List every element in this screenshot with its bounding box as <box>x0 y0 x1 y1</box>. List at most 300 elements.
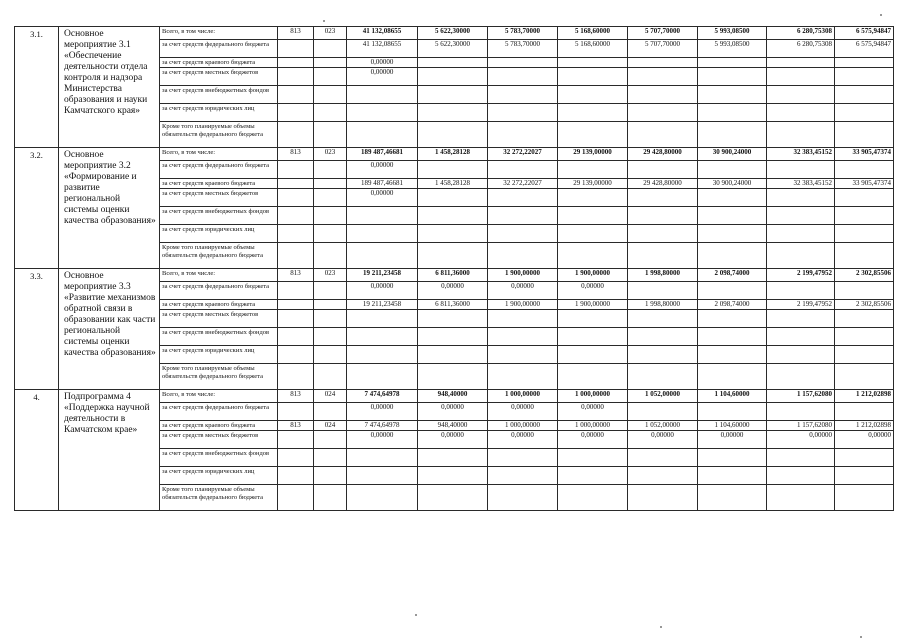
amount-cell: 189 487,46681 <box>347 148 418 161</box>
amount-cell: 1 104,60000 <box>698 390 767 403</box>
amount-cell: 1 458,28128 <box>418 148 488 161</box>
amount-cell <box>767 467 835 485</box>
amount-cell <box>767 243 835 269</box>
amount-cell: 7 474,64978 <box>347 390 418 403</box>
amount-cell <box>698 161 767 179</box>
amount-cell <box>767 364 835 390</box>
amount-cell <box>835 282 894 300</box>
amount-cell: 2 199,47952 <box>767 300 835 310</box>
amount-cell <box>835 467 894 485</box>
section-number: 4. <box>15 390 59 511</box>
amount-cell <box>767 403 835 421</box>
amount-cell <box>558 364 628 390</box>
amount-cell: 0,00000 <box>835 431 894 449</box>
amount-cell <box>347 243 418 269</box>
amount-cell <box>347 225 418 243</box>
amount-cell: 30 900,24000 <box>698 148 767 161</box>
amount-cell <box>418 207 488 225</box>
amount-cell <box>698 58 767 68</box>
amount-cell <box>418 364 488 390</box>
amount-cell <box>628 243 698 269</box>
grbs-code <box>278 104 314 122</box>
amount-cell: 948,40000 <box>418 421 488 431</box>
program-code <box>314 40 347 58</box>
amount-cell: 1 157,62080 <box>767 390 835 403</box>
amount-cell: 6 811,36000 <box>418 300 488 310</box>
program-code <box>314 364 347 390</box>
amount-cell: 1 104,60000 <box>698 421 767 431</box>
amount-cell <box>347 310 418 328</box>
program-code <box>314 68 347 86</box>
amount-cell <box>347 467 418 485</box>
program-code: 023 <box>314 269 347 282</box>
grbs-code <box>278 300 314 310</box>
amount-cell <box>628 161 698 179</box>
amount-cell <box>698 189 767 207</box>
amount-cell <box>835 449 894 467</box>
program-code <box>314 346 347 364</box>
amount-cell <box>628 207 698 225</box>
grbs-code <box>278 310 314 328</box>
grbs-code <box>278 449 314 467</box>
funding-source-label: за счет средств федерального бюджета <box>160 161 278 179</box>
amount-cell <box>558 104 628 122</box>
amount-cell <box>628 189 698 207</box>
amount-cell <box>767 485 835 511</box>
amount-cell: 5 707,70000 <box>628 40 698 58</box>
amount-cell: 1 000,00000 <box>488 421 558 431</box>
amount-cell <box>488 346 558 364</box>
funding-source-label: Всего, в том числе: <box>160 390 278 403</box>
funding-source-label: Всего, в том числе: <box>160 27 278 40</box>
funding-source-label: за счет средств внебюджетных фондов <box>160 328 278 346</box>
program-code <box>314 225 347 243</box>
amount-cell <box>418 328 488 346</box>
amount-cell: 5 783,70000 <box>488 27 558 40</box>
amount-cell: 1 998,80000 <box>628 300 698 310</box>
amount-cell <box>558 310 628 328</box>
amount-cell: 19 211,23458 <box>347 269 418 282</box>
amount-cell: 5 993,08500 <box>698 40 767 58</box>
amount-cell <box>488 104 558 122</box>
amount-cell <box>418 86 488 104</box>
amount-cell: 33 905,47374 <box>835 148 894 161</box>
amount-cell: 5 622,30000 <box>418 27 488 40</box>
amount-cell: 6 280,75308 <box>767 40 835 58</box>
amount-cell: 0,00000 <box>347 189 418 207</box>
amount-cell <box>347 207 418 225</box>
amount-cell <box>418 122 488 148</box>
program-code <box>314 310 347 328</box>
grbs-code: 813 <box>278 269 314 282</box>
amount-cell <box>347 86 418 104</box>
amount-cell: 6 575,94847 <box>835 40 894 58</box>
program-code: 024 <box>314 421 347 431</box>
amount-cell <box>347 485 418 511</box>
amount-cell <box>558 58 628 68</box>
program-code <box>314 485 347 511</box>
grbs-code <box>278 346 314 364</box>
amount-cell: 0,00000 <box>418 431 488 449</box>
amount-cell <box>698 104 767 122</box>
grbs-code <box>278 243 314 269</box>
amount-cell <box>835 104 894 122</box>
amount-cell <box>835 68 894 86</box>
amount-cell <box>628 346 698 364</box>
amount-cell: 6 280,75308 <box>767 27 835 40</box>
grbs-code <box>278 282 314 300</box>
amount-cell: 0,00000 <box>347 161 418 179</box>
amount-cell <box>558 122 628 148</box>
program-code <box>314 58 347 68</box>
amount-cell <box>628 449 698 467</box>
program-code <box>314 449 347 467</box>
amount-cell: 5 993,08500 <box>698 27 767 40</box>
amount-cell: 2 098,74000 <box>698 269 767 282</box>
amount-cell <box>698 86 767 104</box>
amount-cell <box>767 58 835 68</box>
amount-cell: 1 052,00000 <box>628 421 698 431</box>
amount-cell <box>698 328 767 346</box>
amount-cell <box>835 403 894 421</box>
amount-cell: 2 098,74000 <box>698 300 767 310</box>
amount-cell <box>558 68 628 86</box>
amount-cell <box>835 122 894 148</box>
amount-cell: 1 900,00000 <box>558 269 628 282</box>
grbs-code <box>278 364 314 390</box>
amount-cell: 32 383,45152 <box>767 179 835 189</box>
funding-source-label: Кроме того планируемые объемы обязательств федерального бюджета <box>160 364 278 390</box>
amount-cell: 29 139,00000 <box>558 148 628 161</box>
amount-cell <box>698 68 767 86</box>
program-code <box>314 86 347 104</box>
amount-cell <box>767 346 835 364</box>
funding-source-label: за счет средств федерального бюджета <box>160 282 278 300</box>
amount-cell: 1 212,02898 <box>835 421 894 431</box>
amount-cell <box>835 346 894 364</box>
amount-cell <box>767 122 835 148</box>
amount-cell: 0,00000 <box>418 403 488 421</box>
amount-cell: 2 302,85506 <box>835 269 894 282</box>
program-code <box>314 207 347 225</box>
amount-cell <box>835 485 894 511</box>
funding-source-label: за счет средств юридических лиц <box>160 104 278 122</box>
amount-cell: 0,00000 <box>347 58 418 68</box>
section-title: Основное мероприятие 3.2 «Формирование и развитие региональной системы оценки качества образования» <box>59 148 160 269</box>
amount-cell: 19 211,23458 <box>347 300 418 310</box>
amount-cell <box>835 207 894 225</box>
amount-cell: 1 000,00000 <box>558 421 628 431</box>
funding-source-label: за счет средств внебюджетных фондов <box>160 449 278 467</box>
amount-cell: 1 212,02898 <box>835 390 894 403</box>
amount-cell <box>698 467 767 485</box>
amount-cell <box>628 328 698 346</box>
amount-cell <box>628 403 698 421</box>
amount-cell <box>418 449 488 467</box>
amount-cell: 0,00000 <box>488 403 558 421</box>
program-code: 023 <box>314 27 347 40</box>
amount-cell: 0,00000 <box>347 403 418 421</box>
scan-speck <box>860 636 862 638</box>
amount-cell <box>628 104 698 122</box>
amount-cell: 1 157,62080 <box>767 421 835 431</box>
amount-cell <box>488 86 558 104</box>
program-code: 023 <box>314 148 347 161</box>
amount-cell <box>767 68 835 86</box>
amount-cell: 2 302,85506 <box>835 300 894 310</box>
grbs-code <box>278 207 314 225</box>
funding-source-label: за счет средств краевого бюджета <box>160 58 278 68</box>
amount-cell: 1 900,00000 <box>488 300 558 310</box>
program-code <box>314 179 347 189</box>
amount-cell: 0,00000 <box>418 282 488 300</box>
amount-cell <box>628 68 698 86</box>
amount-cell: 5 707,70000 <box>628 27 698 40</box>
amount-cell <box>698 449 767 467</box>
amount-cell: 1 052,00000 <box>628 390 698 403</box>
table-row <box>15 148 894 161</box>
grbs-code <box>278 179 314 189</box>
grbs-code: 813 <box>278 27 314 40</box>
amount-cell <box>698 403 767 421</box>
program-code: 024 <box>314 390 347 403</box>
funding-source-label: за счет средств местных бюджетов <box>160 310 278 328</box>
program-code <box>314 243 347 269</box>
amount-cell: 1 458,28128 <box>418 179 488 189</box>
program-code <box>314 122 347 148</box>
funding-source-label: за счет средств юридических лиц <box>160 467 278 485</box>
amount-cell <box>698 122 767 148</box>
amount-cell <box>767 328 835 346</box>
amount-cell <box>628 485 698 511</box>
amount-cell <box>488 68 558 86</box>
amount-cell <box>835 364 894 390</box>
amount-cell: 0,00000 <box>767 431 835 449</box>
amount-cell <box>558 207 628 225</box>
scan-speck <box>660 626 662 628</box>
program-code <box>314 300 347 310</box>
amount-cell: 0,00000 <box>347 431 418 449</box>
amount-cell <box>835 225 894 243</box>
amount-cell <box>558 449 628 467</box>
grbs-code: 813 <box>278 390 314 403</box>
funding-source-label: за счет средств внебюджетных фондов <box>160 86 278 104</box>
amount-cell <box>418 58 488 68</box>
amount-cell <box>698 310 767 328</box>
amount-cell <box>488 328 558 346</box>
program-code <box>314 104 347 122</box>
amount-cell <box>347 346 418 364</box>
scan-speck <box>415 614 417 616</box>
grbs-code <box>278 58 314 68</box>
amount-cell <box>347 122 418 148</box>
amount-cell: 41 132,08655 <box>347 27 418 40</box>
program-code <box>314 328 347 346</box>
amount-cell: 5 168,60000 <box>558 27 628 40</box>
amount-cell <box>767 282 835 300</box>
amount-cell: 0,00000 <box>347 282 418 300</box>
grbs-code <box>278 189 314 207</box>
amount-cell <box>628 86 698 104</box>
amount-cell <box>558 189 628 207</box>
amount-cell <box>418 68 488 86</box>
funding-source-label: за счет средств юридических лиц <box>160 225 278 243</box>
amount-cell <box>558 86 628 104</box>
program-code <box>314 189 347 207</box>
amount-cell <box>698 243 767 269</box>
funding-source-label: Кроме того планируемые объемы обязательств федерального бюджета <box>160 243 278 269</box>
amount-cell: 0,00000 <box>558 431 628 449</box>
section-title: Подпрограмма 4 «Поддержка научной деятельности в Камчатском крае» <box>59 390 160 511</box>
amount-cell: 5 168,60000 <box>558 40 628 58</box>
amount-cell <box>347 328 418 346</box>
amount-cell <box>698 207 767 225</box>
amount-cell <box>628 58 698 68</box>
funding-source-label: за счет средств федерального бюджета <box>160 40 278 58</box>
scan-speck <box>323 20 325 22</box>
amount-cell: 0,00000 <box>488 431 558 449</box>
amount-cell <box>418 467 488 485</box>
table-row <box>15 27 894 40</box>
amount-cell <box>558 467 628 485</box>
grbs-code <box>278 122 314 148</box>
program-code <box>314 282 347 300</box>
amount-cell <box>698 364 767 390</box>
amount-cell: 29 428,80000 <box>628 179 698 189</box>
amount-cell <box>558 161 628 179</box>
amount-cell <box>835 189 894 207</box>
amount-cell: 0,00000 <box>558 282 628 300</box>
amount-cell: 0,00000 <box>628 431 698 449</box>
grbs-code <box>278 485 314 511</box>
amount-cell <box>418 225 488 243</box>
section-number: 3.1. <box>15 27 59 148</box>
amount-cell: 32 383,45152 <box>767 148 835 161</box>
amount-cell: 1 900,00000 <box>558 300 628 310</box>
amount-cell <box>418 310 488 328</box>
grbs-code <box>278 68 314 86</box>
grbs-code: 813 <box>278 421 314 431</box>
amount-cell: 30 900,24000 <box>698 179 767 189</box>
amount-cell <box>488 161 558 179</box>
section-number: 3.2. <box>15 148 59 269</box>
amount-cell <box>628 467 698 485</box>
amount-cell <box>418 104 488 122</box>
amount-cell <box>488 467 558 485</box>
amount-cell <box>558 485 628 511</box>
grbs-code <box>278 328 314 346</box>
amount-cell: 1 000,00000 <box>558 390 628 403</box>
grbs-code <box>278 431 314 449</box>
amount-cell <box>835 86 894 104</box>
grbs-code: 813 <box>278 148 314 161</box>
amount-cell: 0,00000 <box>698 431 767 449</box>
grbs-code <box>278 40 314 58</box>
scan-speck <box>880 14 882 16</box>
amount-cell <box>628 225 698 243</box>
amount-cell: 1 000,00000 <box>488 390 558 403</box>
amount-cell: 33 905,47374 <box>835 179 894 189</box>
amount-cell <box>835 243 894 269</box>
amount-cell <box>767 207 835 225</box>
funding-source-label: Кроме того планируемые объемы обязательств федерального бюджета <box>160 122 278 148</box>
funding-source-label: за счет средств местных бюджетов <box>160 68 278 86</box>
amount-cell: 32 272,22027 <box>488 148 558 161</box>
funding-source-label: за счет средств местных бюджетов <box>160 431 278 449</box>
amount-cell <box>767 161 835 179</box>
amount-cell: 948,40000 <box>418 390 488 403</box>
section-number: 3.3. <box>15 269 59 390</box>
funding-source-label: за счет средств юридических лиц <box>160 346 278 364</box>
amount-cell <box>418 485 488 511</box>
amount-cell <box>558 243 628 269</box>
section-title: Основное мероприятие 3.3 «Развитие механизмов обратной связи в образовании как части региональной системы оценки качества образования» <box>59 269 160 390</box>
amount-cell <box>698 485 767 511</box>
amount-cell <box>347 449 418 467</box>
grbs-code <box>278 403 314 421</box>
grbs-code <box>278 467 314 485</box>
amount-cell <box>418 161 488 179</box>
amount-cell: 1 900,00000 <box>488 269 558 282</box>
amount-cell <box>558 225 628 243</box>
amount-cell: 0,00000 <box>488 282 558 300</box>
funding-source-label: Всего, в том числе: <box>160 148 278 161</box>
amount-cell <box>418 243 488 269</box>
amount-cell <box>628 282 698 300</box>
amount-cell <box>767 104 835 122</box>
table-row <box>15 390 894 403</box>
amount-cell <box>698 282 767 300</box>
amount-cell <box>488 225 558 243</box>
funding-source-label: Всего, в том числе: <box>160 269 278 282</box>
amount-cell <box>767 189 835 207</box>
program-code <box>314 431 347 449</box>
funding-source-label: за счет средств федерального бюджета <box>160 403 278 421</box>
amount-cell <box>488 364 558 390</box>
funding-source-label: за счет средств внебюджетных фондов <box>160 207 278 225</box>
amount-cell <box>698 346 767 364</box>
amount-cell <box>488 189 558 207</box>
funding-source-label: Кроме того планируемые объемы обязательств федерального бюджета <box>160 485 278 511</box>
amount-cell <box>698 225 767 243</box>
amount-cell: 5 783,70000 <box>488 40 558 58</box>
grbs-code <box>278 86 314 104</box>
amount-cell <box>628 122 698 148</box>
amount-cell <box>488 207 558 225</box>
amount-cell <box>767 225 835 243</box>
amount-cell <box>558 346 628 364</box>
section-title: Основное мероприятие 3.1 «Обеспечение деятельности отдела контроля и надзора Министерства образования и науки Камчатского края» <box>59 27 160 148</box>
amount-cell: 29 139,00000 <box>558 179 628 189</box>
amount-cell <box>488 310 558 328</box>
amount-cell: 29 428,80000 <box>628 148 698 161</box>
amount-cell <box>488 122 558 148</box>
funding-source-label: за счет средств местных бюджетов <box>160 189 278 207</box>
amount-cell: 6 811,36000 <box>418 269 488 282</box>
amount-cell <box>835 310 894 328</box>
amount-cell <box>767 86 835 104</box>
grbs-code <box>278 225 314 243</box>
amount-cell <box>767 310 835 328</box>
amount-cell <box>347 104 418 122</box>
amount-cell: 2 199,47952 <box>767 269 835 282</box>
grbs-code <box>278 161 314 179</box>
amount-cell <box>835 161 894 179</box>
amount-cell: 0,00000 <box>347 68 418 86</box>
amount-cell <box>488 449 558 467</box>
amount-cell <box>628 364 698 390</box>
funding-source-label: за счет средств краевого бюджета <box>160 300 278 310</box>
